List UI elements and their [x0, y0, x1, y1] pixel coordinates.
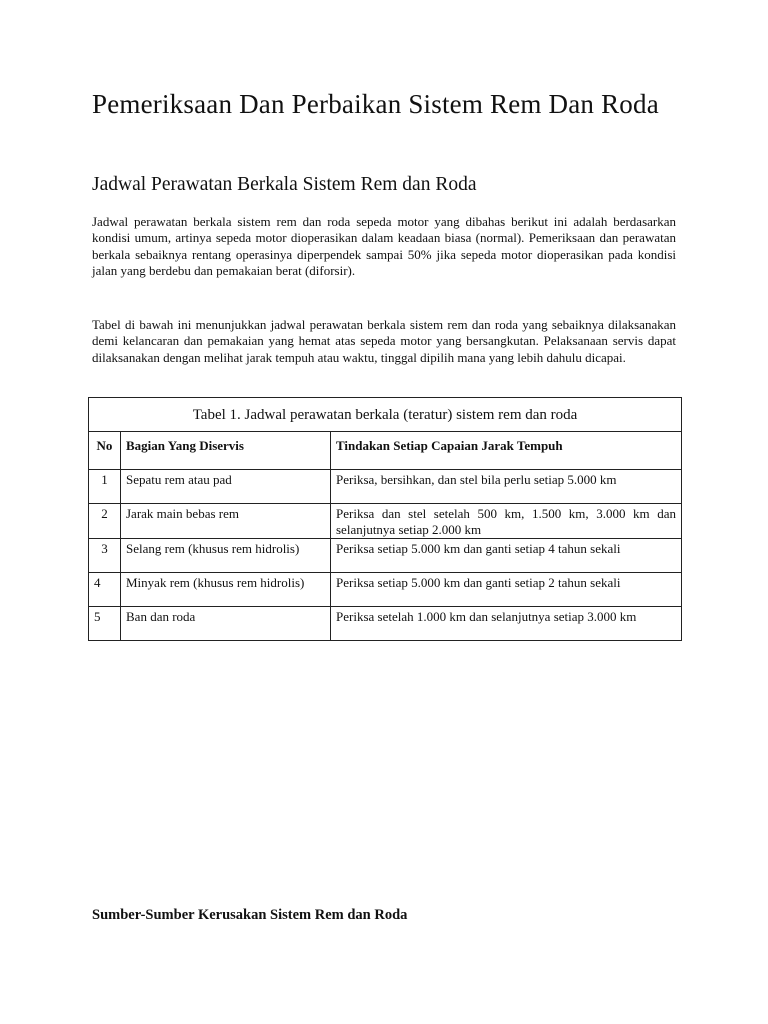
row-no: 1 — [89, 470, 121, 504]
row-part: Selang rem (khusus rem hidrolis) — [121, 539, 331, 573]
next-section-heading: Sumber-Sumber Kerusakan Sistem Rem dan Roda — [92, 907, 408, 923]
table-header-row — [89, 432, 682, 470]
header-no: No — [89, 432, 121, 470]
table-row — [89, 470, 682, 504]
table-row — [89, 607, 682, 641]
table-row — [89, 573, 682, 607]
table-row — [89, 539, 682, 573]
header-part: Bagian Yang Diservis — [121, 432, 331, 470]
table-caption: Tabel 1. Jadwal perawatan berkala (teratur) sistem rem dan roda — [89, 398, 682, 432]
row-no: 4 — [89, 573, 121, 607]
row-part: Ban dan roda — [121, 607, 331, 641]
row-no: 3 — [89, 539, 121, 573]
paragraph-intro: Jadwal perawatan berkala sistem rem dan roda sepeda motor yang dibahas berikut ini adalah berdasarkan kondisi umum, artinya sepeda motor dioperasikan dalam keadaan biasa (normal). Pemeriksaan dan perawatan berkala sebaiknya rentang operasinya diperpendek sampai 50% jika sepeda motor dioperasikan pada kondisi jalan yang berdebu dan pemakaian berat (diforsir). — [92, 214, 676, 278]
table-row — [89, 504, 682, 539]
row-part: Sepatu rem atau pad — [121, 470, 331, 504]
row-action: Periksa setiap 5.000 km dan ganti setiap 4 tahun sekali — [331, 539, 682, 573]
page-title: Pemeriksaan Dan Perbaikan Sistem Rem Dan Roda — [92, 89, 659, 119]
row-no: 5 — [89, 607, 121, 641]
maintenance-table — [88, 397, 682, 641]
header-action: Tindakan Setiap Capaian Jarak Tempuh — [331, 432, 682, 470]
row-action: Periksa setelah 1.000 km dan selanjutnya setiap 3.000 km — [331, 607, 682, 641]
row-part: Minyak rem (khusus rem hidrolis) — [121, 573, 331, 607]
paragraph-table-intro: Tabel di bawah ini menunjukkan jadwal perawatan berkala sistem rem dan roda yang sebaiknya dilaksanakan demi kelancaran dan pemakaian yang hemat atas sepeda motor yang bersangkutan. Pelaksanaan servis dapat dilaksanakan dengan melihat jarak tempuh atau waktu, tinggal dipilih mana yang lebih dahulu dicapai. — [92, 317, 676, 365]
row-action: Periksa dan stel setelah 500 km, 1.500 km, 3.000 km dan selanjutnya setiap 2.000 km — [331, 504, 682, 539]
row-action: Periksa setiap 5.000 km dan ganti setiap 2 tahun sekali — [331, 573, 682, 607]
section-heading: Jadwal Perawatan Berkala Sistem Rem dan Roda — [92, 174, 477, 195]
row-part: Jarak main bebas rem — [121, 504, 331, 539]
row-no: 2 — [89, 504, 121, 539]
row-action: Periksa, bersihkan, dan stel bila perlu setiap 5.000 km — [331, 470, 682, 504]
